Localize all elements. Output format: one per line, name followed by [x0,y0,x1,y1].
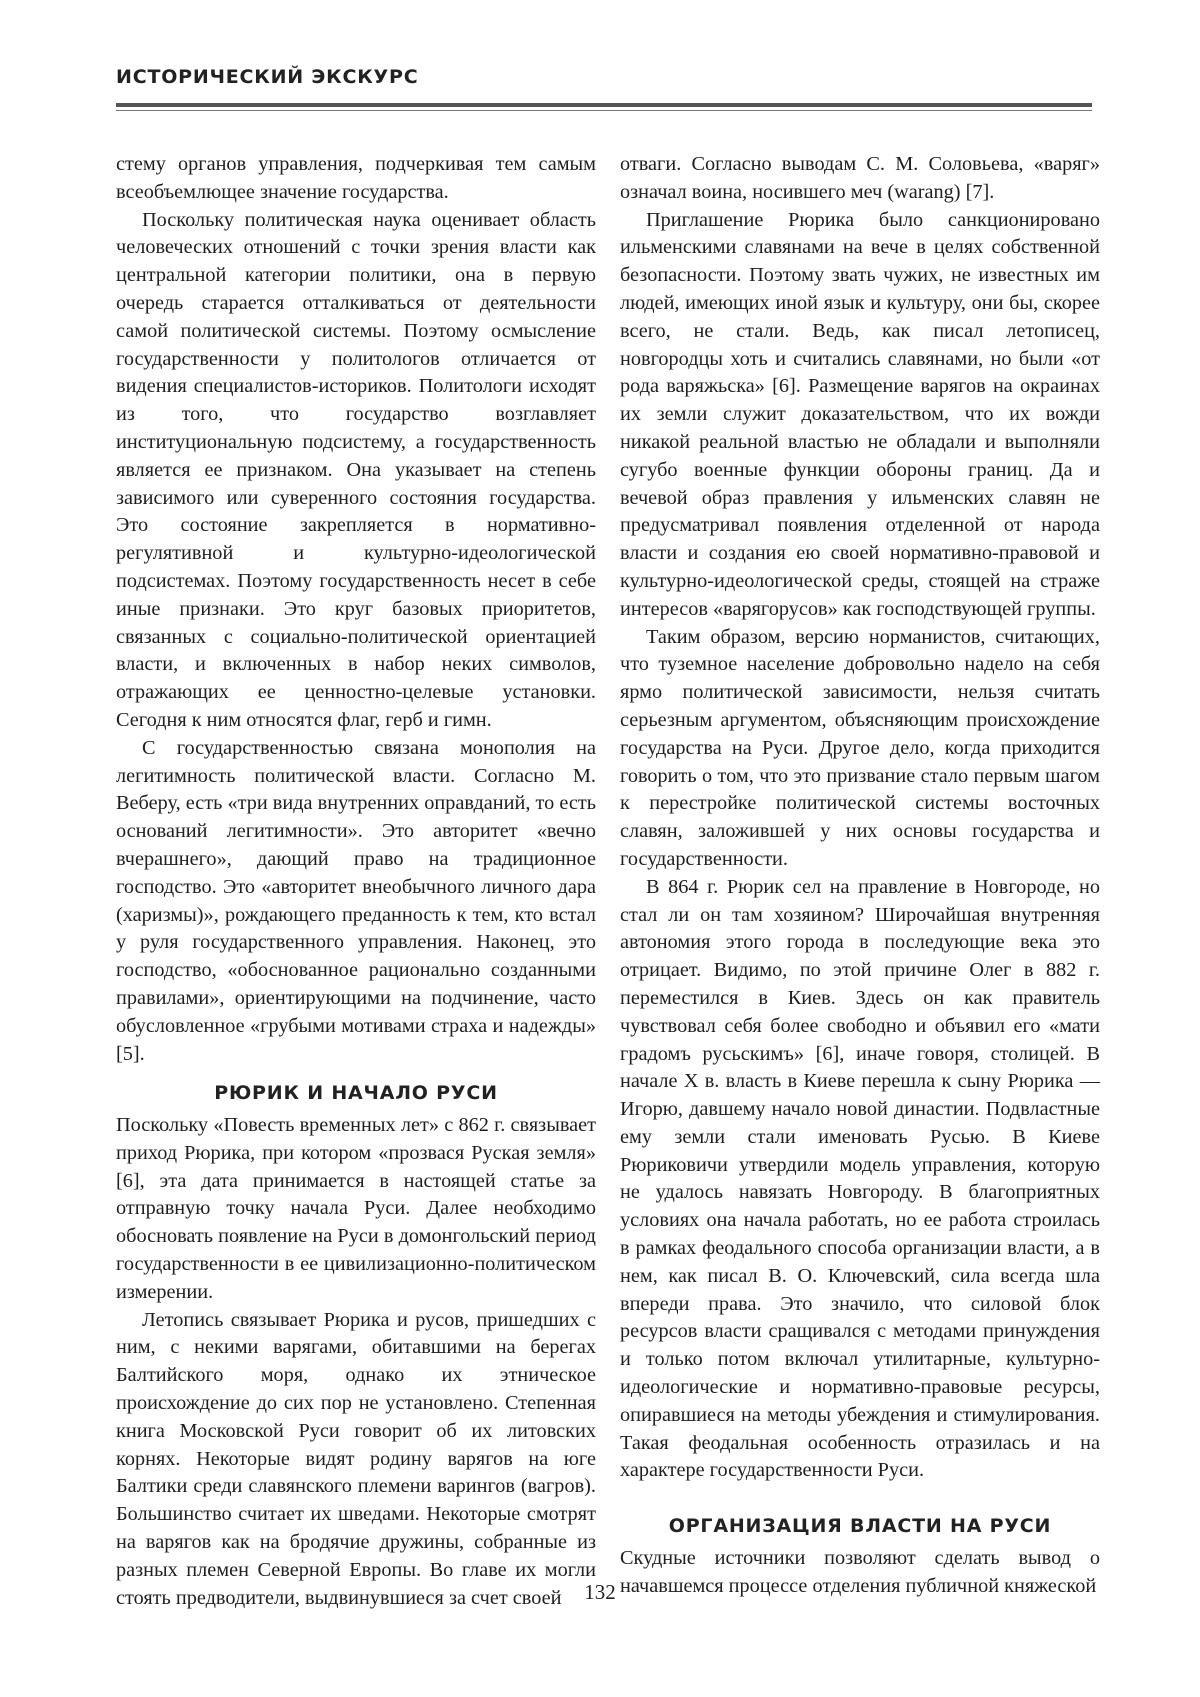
paragraph: Летопись связывает Рюрика и русов, пришедших с ним, с некими варягами, обитавшими на берегах Балтийского моря, однако их этническое происхождение до сих пор не установлено. Степенная книга Московской Руси говорит об их литовских корнях. Некоторые видят родину варягов на юге Балтики среди славянского племени варингов (вагров). Большинство считает их шведами. Некоторые смотрят на варягов как на бродячие дружины, собранные из разных племен Северной Европы. Во главе их могли стоять предводители, выдвинувшиеся за счет своей [116,1307,596,1613]
paragraph: отваги. Согласно выводам С. М. Соловьева, «варяг» означал воина, носившего меч (warang) [7]. [620,151,1100,207]
paragraph: Поскольку политическая наука оценивает область человеческих отношений с точки зрения власти как центральной категории политики, она в первую очередь старается отталкиваться от деятельности самой политической системы. Поэтому осмысление государственности у политологов отличается от видения специалистов-историков. Политологи исходят из того, что государство возглавляет институциональную подсистему, а государственность является ее признаком. Она указывает на степень зависимого или суверенного состояния государства. Это состояние закрепляется в нормативно-регулятивной и культурно-идеологической подсистемах. Поэтому государственность несет в себе иные признаки. Это круг базовых приоритетов, связанных с социально-политической ориентацией власти, и включенных в набор неких символов, отражающих ее ценностно-целевые установки. Сегодня к ним относятся флаг, герб и гимн. [116,207,596,735]
paragraph: Поскольку «Повесть временных лет» с 862 г. связывает приход Рюрика, при котором «прозвася Руская земля» [6], эта дата принимается в настоящей статье за отправную точку начала Руси. Далее необходимо обосновать появление на Руси в домонгольский период государственности в ее цивилизационно-политическом измерении. [116,1112,596,1307]
paragraph: С государственностью связана монополия на легитимность политической власти. Согласно М. Веберу, есть «три вида внутренних оправданий, то есть оснований легитимности». Это авторитет «вечно вчерашнего», дающий право на традиционное господство. Это «авторитет внеобычного личного дара (харизмы)», рождающего преданность к тем, кто встал у руля государственного управления. Наконец, это господство, «обоснованное рационально созданными правилами», ориентирующими на подчинение, часто обусловленное «грубыми мотивами страха и надежды» [5]. [116,735,596,1069]
section-heading-rurik: РЮРИК И НАЧАЛО РУСИ [116,1080,596,1108]
paragraph: Таким образом, версию норманистов, считающих, что туземное население добровольно надело на себя ярмо политической зависимости, нельзя считать серьезным аргументом, объясняющим происхождение государства на Руси. Другое дело, когда приходится говорить о том, что это призвание стало первым шагом к перестройке политической системы восточных славян, заложившей у них основы государства и государственности. [620,624,1100,874]
page-number: 132 [0,1580,1200,1605]
paragraph: Скудные источники позволяют сделать вывод о начавшемся процессе отделения публичной княжеской [620,1545,1100,1601]
paragraph: стему органов управления, подчеркивая тем самым всеобъемлющее значение государства. [116,151,596,207]
header-rule-thick [116,103,1092,107]
section-heading-organization: ОРГАНИЗАЦИЯ ВЛАСТИ НА РУСИ [620,1513,1100,1541]
paragraph: Приглашение Рюрика было санкционировано ильменскими славянами на вече в целях собственной безопасности. Поэтому звать чужих, не известных им людей, имеющих иной язык и культуру, они бы, скорее всего, не стали. Ведь, как писал летописец, новгородцы хоть и считались славянами, но были «от рода варяжьска» [6]. Размещение варягов на окраинах их земли служит доказательством, что их вожди никакой реальной властью не обладали и выполняли сугубо военные функции обороны границ. Да и вечевой образ правления у ильменских славян не предусматривал появления отделенной от народа власти и создания ею своей нормативно-правовой и культурно-идеологической среды, стоящей на страже интересов «варягорусов» как господствующей группы. [620,207,1100,624]
header-rule-thin [116,110,1092,111]
running-header: ИСТОРИЧЕСКИЙ ЭКСКУРС [116,66,418,88]
paragraph: В 864 г. Рюрик сел на правление в Новгороде, но стал ли он там хозяином? Широчайшая внутренняя автономия этого города в последующие века это отрицает. Видимо, по этой причине Олег в 882 г. переместился в Киев. Здесь он как правитель чувствовал себя более свободно и объявил его «мати градомъ русьскимъ» [6], иначе говоря, столицей. В начале X в. власть в Киеве перешла к сыну Рюрика — Игорю, давшему начало новой династии. Подвластные ему земли стали именовать Русью. В Киеве Рюриковичи утвердили модель управления, которую не удалось навязать Новгороду. В благоприятных условиях она начала работать, но ее работа строилась в рамках феодального способа организации власти, а в нем, как писал В. О. Ключевский, сила всегда шла впереди права. Это значило, что силовой блок ресурсов власти сращивался с методами принуждения и только потом включал утилитарные, культурно-идеологические и нормативно-правовые ресурсы, опиравшиеся на методы убеждения и стимулирования. Такая феодальная особенность отразилась и на характере государственности Руси. [620,874,1100,1486]
right-column [620,151,1100,1601]
left-column [116,151,596,1612]
